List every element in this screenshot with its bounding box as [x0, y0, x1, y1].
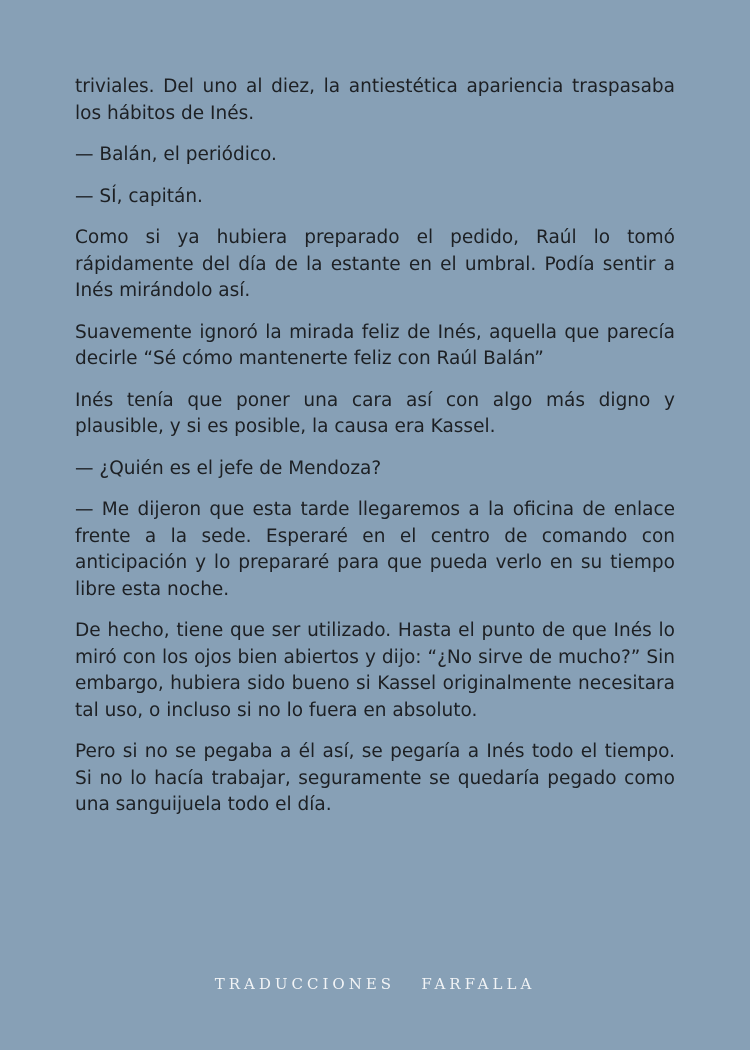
dialogue-line-1: — Balán, el periódico.	[75, 144, 277, 165]
paragraph-3: Suavemente ignoró la mirada feliz de Inés, aquella que parecía decirle “Sé cómo mantenerte feliz con Raúl Balán”	[75, 321, 675, 369]
paragraph-1: triviales. Del uno al diez, la antiestética apariencia traspasaba los hábitos de Inés.	[75, 76, 675, 124]
dialogue-line-4: — Me dijeron que esta tarde llegaremos a la oficina de enlace frente a la sede. Esperaré en el centro de comando con anticipación y lo prepararé para que pueda verlo en su tiempo libre esta noche.	[75, 499, 675, 600]
paragraph-4: Inés tenía que poner una cara así con algo más digno y plausible, y si es posible, la causa era Kassel.	[75, 389, 675, 437]
page-footer	[0, 975, 750, 993]
footer-credit: TRADUCCIONES FARFALLA	[214, 975, 536, 993]
paragraph-5: De hecho, tiene que ser utilizado. Hasta el punto de que Inés lo miró con los ojos bien abiertos y dijo: “¿No sirve de mucho?” Sin embargo, hubiera sido bueno si Kassel originalmente necesitara tal uso, o incluso si no lo fuera en absoluto.	[75, 620, 675, 721]
paragraph-2: Como si ya hubiera preparado el pedido, Raúl lo tomó rápidamente del día de la estante en el umbral. Podía sentir a Inés mirándolo así.	[75, 227, 675, 301]
page-body-text	[75, 74, 675, 834]
dialogue-line-3: — ¿Quién es el jefe de Mendoza?	[75, 457, 382, 479]
paragraph-6: Pero si no se pegaba a él así, se pegaría a Inés todo el tiempo. Si no lo hacía trabajar, seguramente se quedaría pegado como una sanguijuela todo el día.	[75, 741, 675, 815]
dialogue-line-2: — SÍ, capitán.	[75, 185, 203, 207]
